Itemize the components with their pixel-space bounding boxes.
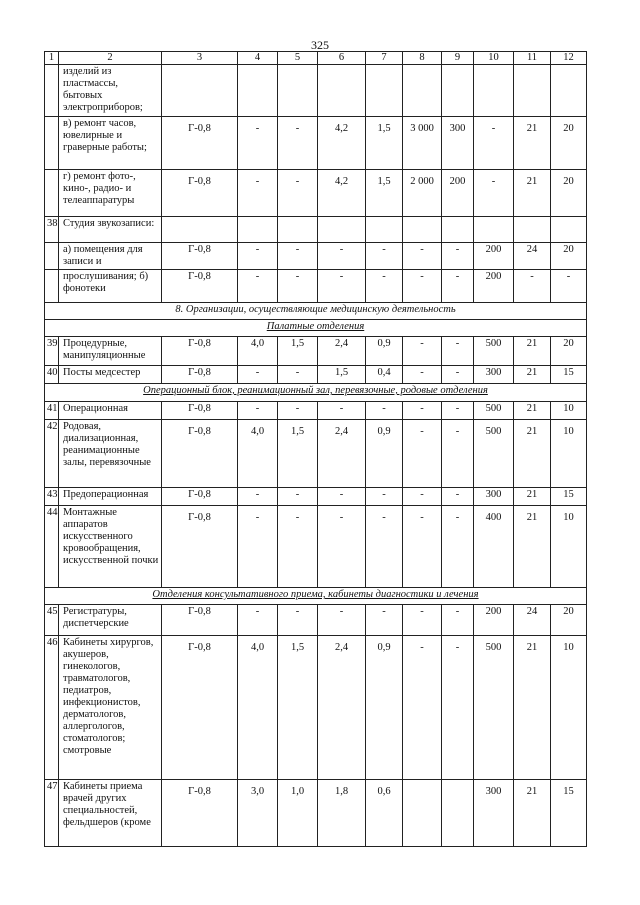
row-number-cell: 39: [45, 337, 59, 366]
value-cell: 10: [551, 402, 587, 420]
value-cell: -: [278, 402, 318, 420]
value-cell: Г-0,8: [162, 636, 238, 780]
section-row: [45, 303, 587, 320]
table-row: [45, 217, 587, 243]
value-cell: [514, 217, 551, 243]
value-cell: -: [442, 402, 474, 420]
value-cell: 0,4: [366, 366, 403, 384]
value-cell: 24: [514, 605, 551, 636]
value-cell: -: [442, 337, 474, 366]
value-cell: [366, 217, 403, 243]
value-cell: 200: [474, 243, 514, 270]
section-row: [45, 588, 587, 605]
value-cell: -: [403, 636, 442, 780]
row-number-cell: 41: [45, 402, 59, 420]
room-name-cell: Студия звукозаписи:: [59, 217, 162, 243]
value-cell: [278, 217, 318, 243]
value-cell: [238, 65, 278, 117]
value-cell: 21: [514, 506, 551, 588]
column-number-cell: 6: [318, 52, 366, 65]
row-number-cell: 45: [45, 605, 59, 636]
value-cell: -: [442, 270, 474, 303]
room-name-cell: в) ремонт часов, ювелирные и граверные работы;: [59, 117, 162, 170]
value-cell: 200: [474, 270, 514, 303]
value-cell: -: [318, 488, 366, 506]
value-cell: Г-0,8: [162, 117, 238, 170]
value-cell: 15: [551, 366, 587, 384]
column-number-cell: 9: [442, 52, 474, 65]
room-name-cell: Кабинеты хирургов, акушеров, гинекологов, травматологов, педиатров, инфекционистов, дерматологов, аллергологов, стоматологов; смотровые: [59, 636, 162, 780]
column-number-cell: 1: [45, 52, 59, 65]
row-number-cell: [45, 243, 59, 270]
value-cell: 21: [514, 636, 551, 780]
value-cell: 4,2: [318, 117, 366, 170]
value-cell: [474, 217, 514, 243]
page-number: 325: [311, 38, 329, 52]
value-cell: 200: [442, 170, 474, 217]
value-cell: 300: [474, 488, 514, 506]
value-cell: 24: [514, 243, 551, 270]
value-cell: 4,0: [238, 636, 278, 780]
value-cell: [403, 217, 442, 243]
value-cell: -: [442, 420, 474, 488]
value-cell: 20: [551, 170, 587, 217]
value-cell: [366, 65, 403, 117]
section-title-text: 8. Организации, осуществляющие медицинскую деятельность: [175, 304, 456, 315]
value-cell: -: [442, 366, 474, 384]
value-cell: Г-0,8: [162, 506, 238, 588]
value-cell: 15: [551, 488, 587, 506]
value-cell: -: [278, 506, 318, 588]
row-number-cell: 46: [45, 636, 59, 780]
table-row: [45, 65, 587, 117]
value-cell: -: [278, 366, 318, 384]
value-cell: 2 000: [403, 170, 442, 217]
section-title: [45, 588, 587, 605]
room-name-cell: изделий из пластмассы, бытовых электроприборов;: [59, 65, 162, 117]
value-cell: 3,0: [238, 780, 278, 847]
value-cell: -: [278, 270, 318, 303]
value-cell: -: [442, 506, 474, 588]
row-number-cell: 44: [45, 506, 59, 588]
row-number-cell: 38: [45, 217, 59, 243]
value-cell: [238, 217, 278, 243]
value-cell: -: [403, 506, 442, 588]
value-cell: -: [403, 605, 442, 636]
value-cell: 10: [551, 420, 587, 488]
value-cell: Г-0,8: [162, 488, 238, 506]
value-cell: -: [403, 488, 442, 506]
column-number-cell: 11: [514, 52, 551, 65]
table-row: [45, 170, 587, 217]
section-row: [45, 320, 587, 337]
value-cell: [162, 65, 238, 117]
value-cell: -: [366, 402, 403, 420]
value-cell: 21: [514, 420, 551, 488]
value-cell: 500: [474, 337, 514, 366]
value-cell: [442, 65, 474, 117]
row-number-cell: [45, 65, 59, 117]
row-number-cell: [45, 270, 59, 303]
value-cell: Г-0,8: [162, 402, 238, 420]
column-number-cell: 3: [162, 52, 238, 65]
value-cell: -: [238, 402, 278, 420]
value-cell: 2,4: [318, 636, 366, 780]
value-cell: 500: [474, 402, 514, 420]
value-cell: -: [318, 506, 366, 588]
value-cell: 1,0: [278, 780, 318, 847]
value-cell: 0,6: [366, 780, 403, 847]
column-number-cell: 5: [278, 52, 318, 65]
lighting-norms-table: [44, 51, 587, 847]
room-name-cell: прослушивания; б) фонотеки: [59, 270, 162, 303]
room-name-cell: г) ремонт фото-, кино-, радио- и телеаппаратуры: [59, 170, 162, 217]
row-number-cell: [45, 117, 59, 170]
column-number-cell: 8: [403, 52, 442, 65]
value-cell: 500: [474, 420, 514, 488]
table-row: [45, 780, 587, 847]
value-cell: [442, 780, 474, 847]
value-cell: -: [366, 605, 403, 636]
value-cell: -: [366, 506, 403, 588]
value-cell: -: [442, 636, 474, 780]
value-cell: -: [442, 243, 474, 270]
value-cell: [318, 217, 366, 243]
value-cell: [474, 65, 514, 117]
section-title-text: Отделения консультативного приема, кабинеты диагностики и лечения: [152, 589, 479, 600]
value-cell: -: [551, 270, 587, 303]
value-cell: -: [403, 243, 442, 270]
value-cell: 1,5: [366, 170, 403, 217]
table-row: [45, 243, 587, 270]
row-number-cell: [45, 170, 59, 217]
value-cell: -: [318, 243, 366, 270]
value-cell: -: [442, 488, 474, 506]
room-name-cell: Регистратуры, диспетчерские: [59, 605, 162, 636]
value-cell: 4,2: [318, 170, 366, 217]
table-row: [45, 506, 587, 588]
row-number-cell: 40: [45, 366, 59, 384]
value-cell: 21: [514, 170, 551, 217]
value-cell: Г-0,8: [162, 366, 238, 384]
value-cell: 10: [551, 636, 587, 780]
value-cell: -: [403, 366, 442, 384]
row-number-cell: 47: [45, 780, 59, 847]
value-cell: [551, 217, 587, 243]
value-cell: -: [238, 270, 278, 303]
value-cell: -: [278, 605, 318, 636]
value-cell: Г-0,8: [162, 605, 238, 636]
value-cell: -: [442, 605, 474, 636]
value-cell: 0,9: [366, 337, 403, 366]
value-cell: 21: [514, 117, 551, 170]
value-cell: 10: [551, 506, 587, 588]
row-number-cell: 43: [45, 488, 59, 506]
value-cell: -: [366, 488, 403, 506]
value-cell: 21: [514, 366, 551, 384]
value-cell: 21: [514, 488, 551, 506]
table-row: [45, 366, 587, 384]
value-cell: Г-0,8: [162, 337, 238, 366]
column-number-cell: 12: [551, 52, 587, 65]
value-cell: [551, 65, 587, 117]
room-name-cell: а) помещения для записи и: [59, 243, 162, 270]
value-cell: -: [238, 170, 278, 217]
section-title: [45, 384, 587, 402]
value-cell: -: [403, 402, 442, 420]
value-cell: 4,0: [238, 420, 278, 488]
value-cell: Г-0,8: [162, 170, 238, 217]
value-cell: -: [238, 488, 278, 506]
table-row: [45, 402, 587, 420]
value-cell: -: [318, 605, 366, 636]
value-cell: [442, 217, 474, 243]
value-cell: [403, 65, 442, 117]
value-cell: [318, 65, 366, 117]
value-cell: 21: [514, 402, 551, 420]
value-cell: Г-0,8: [162, 270, 238, 303]
table-row: [45, 605, 587, 636]
value-cell: -: [238, 243, 278, 270]
value-cell: -: [366, 243, 403, 270]
value-cell: 1,5: [278, 337, 318, 366]
section-title-text: Палатные отделения: [266, 321, 365, 332]
value-cell: Г-0,8: [162, 243, 238, 270]
value-cell: -: [318, 402, 366, 420]
value-cell: 20: [551, 337, 587, 366]
value-cell: -: [238, 366, 278, 384]
room-name-cell: Кабинеты приема врачей других специальностей, фельдшеров (кроме: [59, 780, 162, 847]
table-row: [45, 636, 587, 780]
room-name-cell: Процедурные, манипуляционные: [59, 337, 162, 366]
room-name-cell: Монтажные аппаратов искусственного кровообращения, искусственной почки: [59, 506, 162, 588]
value-cell: 20: [551, 243, 587, 270]
section-title: [45, 303, 587, 320]
table-row: [45, 420, 587, 488]
value-cell: 1,5: [278, 420, 318, 488]
column-number-cell: 4: [238, 52, 278, 65]
room-name-cell: Предоперационная: [59, 488, 162, 506]
value-cell: 1,5: [366, 117, 403, 170]
column-number-cell: 10: [474, 52, 514, 65]
value-cell: 500: [474, 636, 514, 780]
section-title-text: Операционный блок, реанимационный зал, перевязочные, родовые отделения: [143, 385, 488, 396]
row-number-cell: 42: [45, 420, 59, 488]
value-cell: -: [278, 488, 318, 506]
section-row: [45, 384, 587, 402]
room-name-cell: Посты медсестер: [59, 366, 162, 384]
value-cell: -: [318, 270, 366, 303]
value-cell: 2,4: [318, 337, 366, 366]
value-cell: 300: [474, 366, 514, 384]
value-cell: [514, 65, 551, 117]
value-cell: -: [278, 243, 318, 270]
value-cell: [403, 780, 442, 847]
value-cell: -: [278, 117, 318, 170]
value-cell: 2,4: [318, 420, 366, 488]
value-cell: 200: [474, 605, 514, 636]
value-cell: 20: [551, 605, 587, 636]
value-cell: [278, 65, 318, 117]
table-row: [45, 488, 587, 506]
value-cell: -: [474, 170, 514, 217]
value-cell: 4,0: [238, 337, 278, 366]
value-cell: 400: [474, 506, 514, 588]
value-cell: -: [366, 270, 403, 303]
value-cell: -: [403, 420, 442, 488]
value-cell: -: [238, 117, 278, 170]
column-number-row: [45, 52, 587, 65]
column-number-cell: 2: [59, 52, 162, 65]
value-cell: Г-0,8: [162, 780, 238, 847]
value-cell: 21: [514, 780, 551, 847]
value-cell: 1,5: [318, 366, 366, 384]
value-cell: -: [238, 605, 278, 636]
value-cell: -: [403, 337, 442, 366]
room-name-cell: Родовая, диализационная, реанимационные залы, перевязочные: [59, 420, 162, 488]
value-cell: 1,8: [318, 780, 366, 847]
value-cell: 20: [551, 117, 587, 170]
value-cell: 0,9: [366, 420, 403, 488]
value-cell: Г-0,8: [162, 420, 238, 488]
room-name-cell: Операционная: [59, 402, 162, 420]
table-row: [45, 337, 587, 366]
value-cell: -: [278, 170, 318, 217]
value-cell: 0,9: [366, 636, 403, 780]
value-cell: [162, 217, 238, 243]
section-title: [45, 320, 587, 337]
value-cell: 3 000: [403, 117, 442, 170]
column-number-cell: 7: [366, 52, 403, 65]
value-cell: -: [403, 270, 442, 303]
value-cell: -: [474, 117, 514, 170]
value-cell: 21: [514, 337, 551, 366]
value-cell: 300: [442, 117, 474, 170]
value-cell: -: [514, 270, 551, 303]
value-cell: 300: [474, 780, 514, 847]
value-cell: 15: [551, 780, 587, 847]
value-cell: 1,5: [278, 636, 318, 780]
table-row: [45, 117, 587, 170]
table-row: [45, 270, 587, 303]
value-cell: -: [238, 506, 278, 588]
